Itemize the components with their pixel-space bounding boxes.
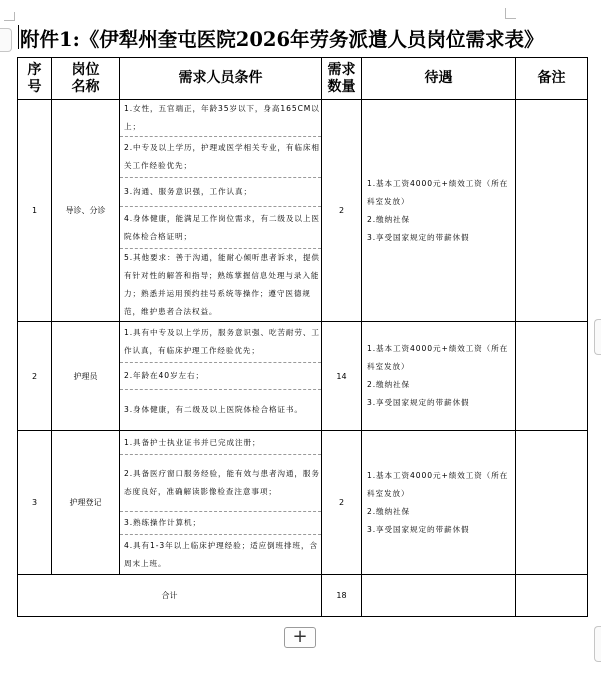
row-note (516, 322, 588, 431)
header-conditions: 需求人员条件 (120, 58, 322, 100)
row-count: 2 (322, 431, 362, 575)
row-post: 导诊、分诊 (52, 100, 120, 322)
condition-item: 1.具备护士执业证书并已完成注册； (120, 431, 321, 455)
row-note (516, 100, 588, 322)
row-conditions (120, 322, 322, 431)
condition-item: 2.具备医疗窗口服务经验，能有效与患者沟通，服务态度良好，准确解读影像检查注意事项； (120, 455, 321, 512)
condition-item: 3.身体健康，有二级及以上医院体检合格证书。 (124, 405, 303, 414)
benefit-item: 1.基本工资4000元+绩效工资（所在科室发放） (367, 470, 509, 498)
total-label: 合计 (18, 575, 322, 617)
condition-item: 2.中专及以上学历，护理或医学相关专业，有临床相关工作经验优先； (120, 137, 321, 178)
row-benefits (362, 322, 516, 431)
right-margin-handle[interactable] (594, 626, 601, 662)
row-post: 护理员 (52, 322, 120, 431)
page-corner-mark (505, 8, 516, 19)
row-seq: 1 (18, 100, 52, 322)
text-cursor (18, 25, 19, 49)
benefit-item: 1.基本工资4000元+绩效工资（所在科室发放） (367, 344, 509, 371)
row-benefits (362, 431, 516, 575)
row-seq: 3 (18, 431, 52, 575)
row-seq: 2 (18, 322, 52, 431)
benefit-item: 2.缴纳社保 (367, 506, 411, 516)
total-count: 18 (322, 575, 362, 617)
benefit-item: 3.享受国家规定的带薪休假 (367, 524, 470, 534)
right-margin-handle[interactable] (594, 319, 601, 355)
condition-item: 1.女性，五官端正，年龄35岁以下，身高165CM以上； (120, 100, 321, 137)
condition-item: 2.年龄在40岁左右； (120, 363, 321, 390)
total-benefits (362, 575, 516, 617)
condition-item: 5.其他要求：善于沟通，能耐心倾听患者诉求，提供有针对性的解答和指导；熟练掌握信息处理与录入能力；熟悉并运用预约挂号系统等操作；遵守医德规范，维护患者合法权益。 (124, 253, 320, 316)
table-row (18, 322, 588, 431)
left-margin-handle[interactable] (0, 28, 12, 52)
row-benefits (362, 100, 516, 322)
row-note (516, 431, 588, 575)
condition-item: 3.沟通、服务意识强，工作认真； (120, 178, 321, 207)
header-note: 备注 (516, 58, 588, 100)
row-post: 护理登记 (52, 431, 120, 575)
condition-item: 4.具有1-3年以上临床护理经验；适应倒班排班，含周末上班。 (124, 540, 319, 568)
condition-item: 1.具有中专及以上学历，服务意识强、吃苦耐劳、工作认真，有临床护理工作经验优先； (120, 322, 321, 363)
benefit-item: 2.缴纳社保 (367, 380, 411, 389)
add-row-button[interactable]: + (284, 627, 316, 648)
header-post: 岗位 名称 (52, 58, 120, 100)
condition-text: 4.身体健康，能满足工作岗位需求，有二级及以上医院体检合格证明； (124, 213, 320, 241)
row-count: 2 (322, 100, 362, 322)
total-note (516, 575, 588, 617)
header-seq: 序 号 (18, 58, 52, 100)
page-corner-mark (4, 12, 15, 21)
table-header-row (18, 58, 588, 100)
condition-item (120, 207, 321, 249)
benefit-item: 2.缴纳社保 (367, 214, 411, 224)
benefit-item: 3.享受国家规定的带薪休假 (367, 398, 470, 407)
row-conditions (120, 431, 322, 575)
table-row (18, 100, 588, 322)
requirements-table (17, 57, 588, 617)
document-title: 附件1:《伊犁州奎屯医院2026年劳务派遣人员岗位需求表》 (20, 28, 544, 51)
table-row (18, 431, 588, 575)
header-count: 需求 数量 (322, 58, 362, 100)
header-benefits: 待遇 (362, 58, 516, 100)
benefit-item: 3.享受国家规定的带薪休假 (367, 232, 470, 242)
row-conditions (120, 100, 322, 322)
row-count: 14 (322, 322, 362, 431)
total-row (18, 575, 588, 617)
condition-item: 3.熟练操作计算机； (120, 512, 321, 535)
benefit-item: 1.基本工资4000元+绩效工资（所在科室发放） (367, 178, 509, 206)
